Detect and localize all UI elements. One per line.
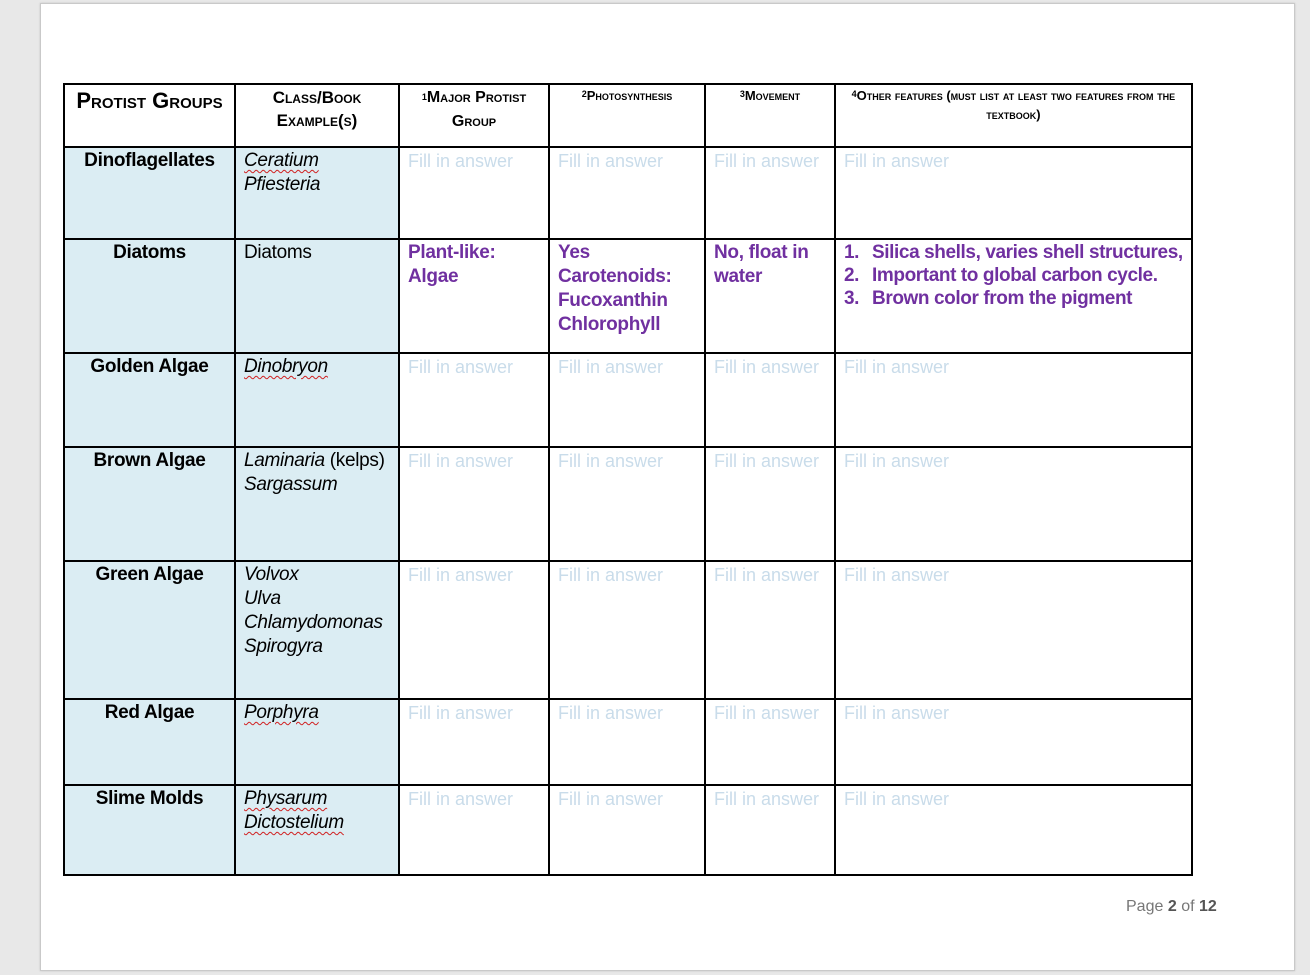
answer-field-movement[interactable]: Fill in answer xyxy=(705,353,835,447)
examples-cell: Volvox Ulva Chlamydomonas Spirogyra xyxy=(235,561,399,699)
answer-field-features[interactable]: Fill in answer xyxy=(835,561,1192,699)
answer-field-major[interactable]: Fill in answer xyxy=(399,561,549,699)
table-row xyxy=(64,147,1192,239)
table-row xyxy=(64,699,1192,785)
header-photosynthesis: $^2$Photosynthesis xyxy=(549,84,705,147)
table-row xyxy=(64,785,1192,875)
header-protist-groups: Protist Groups xyxy=(64,84,235,147)
table-row xyxy=(64,353,1192,447)
answer-field-movement[interactable]: Fill in answer xyxy=(705,447,835,561)
answer-field-photosynthesis[interactable]: Fill in answer xyxy=(549,447,705,561)
header-class-book-examples: Class/Book Example(s) xyxy=(235,84,399,147)
group-name: Red Algae xyxy=(64,699,235,785)
answer-field-major[interactable]: Fill in answer xyxy=(399,447,549,561)
header-other-features: $^4$Other features (must list at least two features from the textbook) xyxy=(835,84,1192,147)
answer-field-major[interactable]: Fill in answer xyxy=(399,353,549,447)
answer-field-features[interactable]: Fill in answer xyxy=(835,447,1192,561)
answer-field-major[interactable]: Fill in answer xyxy=(399,785,549,875)
answer-field-photosynthesis[interactable]: Fill in answer xyxy=(549,147,705,239)
page-number: Page 2 of 12 xyxy=(1126,898,1217,915)
header-row xyxy=(64,84,1192,147)
answer-field-major[interactable]: Fill in answer xyxy=(399,699,549,785)
group-name: Slime Molds xyxy=(64,785,235,875)
examples-cell: Dinobryon xyxy=(235,353,399,447)
answer-features[interactable] xyxy=(835,239,1192,353)
answer-photosynthesis[interactable]: Yes Carotenoids: Fucoxanthin Chlorophyll xyxy=(549,239,705,353)
answer-field-major[interactable]: Fill in answer xyxy=(399,147,549,239)
answer-field-movement[interactable]: Fill in answer xyxy=(705,561,835,699)
examples-cell: Porphyra xyxy=(235,699,399,785)
examples-cell: Laminaria (kelps) Sargassum xyxy=(235,447,399,561)
answer-field-movement[interactable]: Fill in answer xyxy=(705,147,835,239)
table-row xyxy=(64,561,1192,699)
answer-field-movement[interactable]: Fill in answer xyxy=(705,699,835,785)
answer-field-photosynthesis[interactable]: Fill in answer xyxy=(549,785,705,875)
answer-field-photosynthesis[interactable]: Fill in answer xyxy=(549,353,705,447)
list-item: 3. Brown color from the pigment xyxy=(844,288,1133,309)
examples-cell: Ceratium Pfiesteria xyxy=(235,147,399,239)
answer-field-features[interactable]: Fill in answer xyxy=(835,147,1192,239)
header-movement: $^3$Movement xyxy=(705,84,835,147)
examples-cell: Physarum Dictostelium xyxy=(235,785,399,875)
answer-field-features[interactable]: Fill in answer xyxy=(835,353,1192,447)
answer-field-features[interactable]: Fill in answer xyxy=(835,785,1192,875)
features-list xyxy=(844,241,1183,310)
protist-table xyxy=(63,83,1193,876)
list-item: 1. Silica shells, varies shell structures, xyxy=(844,242,1183,263)
group-name: Brown Algae xyxy=(64,447,235,561)
answer-movement[interactable]: No, float in water xyxy=(705,239,835,353)
header-major-protist-group: $^1$Major Protist Group xyxy=(399,84,549,147)
table-row xyxy=(64,447,1192,561)
group-name: Dinoflagellates xyxy=(64,147,235,239)
list-item: 2. Important to global carbon cycle. xyxy=(844,265,1158,286)
answer-field-features[interactable]: Fill in answer xyxy=(835,699,1192,785)
answer-field-photosynthesis[interactable]: Fill in answer xyxy=(549,699,705,785)
answer-field-movement[interactable]: Fill in answer xyxy=(705,785,835,875)
table-row xyxy=(64,239,1192,353)
answer-field-photosynthesis[interactable]: Fill in answer xyxy=(549,561,705,699)
answer-major[interactable]: Plant-like: Algae xyxy=(399,239,549,353)
document-page xyxy=(40,3,1295,971)
group-name: Diatoms xyxy=(64,239,235,353)
examples-cell: Diatoms xyxy=(235,239,399,353)
group-name: Golden Algae xyxy=(64,353,235,447)
group-name: Green Algae xyxy=(64,561,235,699)
